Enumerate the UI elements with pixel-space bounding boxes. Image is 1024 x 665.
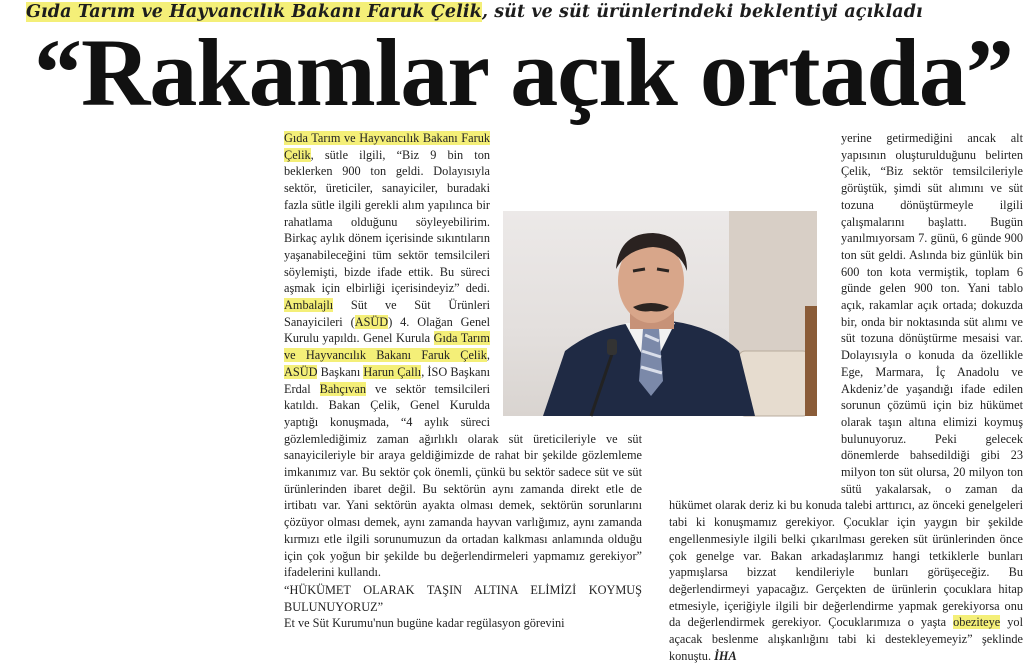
highlighted-text: obeziteye — [953, 615, 1001, 630]
body-text: , — [486, 348, 490, 363]
body-text: yol açacak beslenme alışkanlığını tabi ki destekleyemeyiz” şeklinde konuştu. — [669, 615, 1023, 663]
body-text: , sütle ilgili, “Biz 9 bin ton beklerken 900 ton geldi. Dolayısıyla sektör, üreticiler, sanayiciler, buradaki fazla sütle ilgili gerekli alım yapılınca bir rahatlama olduğunu söyleyebilirim. Birkaç aylık dönem içerisinde sıkıntıların yaşanabileceğini tüm sektör temsilcileri söylemişti, bizde ifade ettik. Bu süreci aşmak için elbirliği içerisindeyiz” dedi. — [284, 147, 490, 296]
body-text: , İSO Başkanı Erdal — [284, 364, 491, 396]
minister-portrait-illustration — [503, 211, 817, 416]
highlighted-text: Ambalajlı — [284, 298, 334, 313]
section-subheading: “HÜKÜMET OLARAK TAŞIN ALTINA ELİMİZİ KOYMUŞ BULUNUYORUZ” — [284, 582, 642, 614]
highlighted-text: Gıda Tarım ve Hayvancılık Bakanı Faruk Çelik — [284, 331, 490, 363]
subtitle-highlight: Gıda Tarım ve Hayvancılık Bakanı Faruk Çelik — [26, 2, 482, 22]
agency-credit: İHA — [714, 648, 737, 663]
highlighted-text: Bahçıvan — [319, 381, 367, 396]
photo — [503, 211, 817, 416]
highlighted-text: ASÜD — [354, 314, 389, 329]
page-title: “Rakamlar açık ortada” — [34, 19, 1013, 126]
body-text: Süt ve Süt Ürünleri Sanayicileri ( — [284, 298, 490, 329]
body-text: yerine getirmediğini ancak alt yapısının oluşturulduğunu belirten Çelik, “Biz sektör temsilcileriyle görüştük, şimdi süt alımını ve süt tozuna dönüştürmeyle ilgili çalışmalarını başlattı. Bugün yanılmıyorsam 7. günü, 6 günde 900 ton süt geldi. Aslında biz günlük bin 600 ton kota vermiştik, toplam 6 günde gelen 900 ton. Yani tablo açık, rakamlar açık ortada; dokuzda bir, onda bir noktasında süt alımı ve süt tozuna dönüştürme mesaisi var. Dolayısıyla o konuda da özellikle Ege, Marmara, İç Anadolu ve Akdeniz’de yaşandığı ifade edilen sorunun çözümü için biz hükümet olarak taşın altına elimizi koymuş bulunuyoruz. Peki gelecek dönemlerde bahsedildiği gibi 23 milyon ton süt olursa, 20 milyon ton sütü yakalarsak, o zaman da hükümet olarak deriz ki bu konuda talebi arttırıcı, az önceki genelgeleri tabi ki konuşmamız gerekiyor. Çocuklar için yaygın bir şekilde engellenmesiyle ilgili belki çıkarılması gereken süt ürünlerinden önce çok genelge var. Bakan arkadaşlarımız hangi tetkiklerle bunları yapmışlarsa bizzat kendileriyle bunları görüşeceğiz. Bu değerlendirmeyi yapacağız. Gerçekten de ürünlerin çocuklara hitap etmesiyle, içeriğiyle ilgili bir değerlendirme yapmak gerekiyorsa onu da değerlendirmek gerekiyor. Çocuklarımıza o yaşta — [669, 131, 1023, 630]
body-text: Başkanı — [317, 364, 364, 379]
subtitle-rest: , süt ve süt ürünlerindeki beklentiyi açıkladı — [481, 2, 923, 22]
body-text: ve sektör temsilcileri katıldı. Bakan Çelik, Genel Kurulda yaptığı konuşmada, “4 aylık süreci gözlemlediğimiz zaman ağırlıklı olarak süt üreticileriyle ve süt sanayicileriyle bir araya geldiğimizde de rahat bir şekilde gözlemleme imkanımız var. Bu sektör çok önemli, çünkü bu sektör sadece süt ve süt ürünlerinden ibaret değil. Bu sektörün aynı zamanda direkt etle de irtibatı var. Yani sektörün ayakta olması demek, sektörün sorunlarını çözüyor olması demek, aynı zamanda hayvan varlığımız, aynı zamanda kırmızı etle ilgili sorunumuzun da ortadan kalkması anlamında olduğu için çok yoğun bir şekilde bu değerlendirmeleri yapmamız gerekiyor” ifadelerini kullandı. — [284, 381, 642, 580]
highlighted-text: Harun Çallı — [363, 364, 422, 379]
highlighted-text: Gıda Tarım ve Hayvancılık Bakanı Faruk Çelik — [284, 131, 490, 162]
article-body-left-end: Et ve Süt Kurumu'nun bugüne kadar regülasyon görevini — [284, 616, 565, 631]
body-text: ) 4. Olağan Genel Kurulu yapıldı. Genel Kurula — [284, 314, 490, 346]
highlighted-text: ASÜD — [284, 364, 318, 379]
